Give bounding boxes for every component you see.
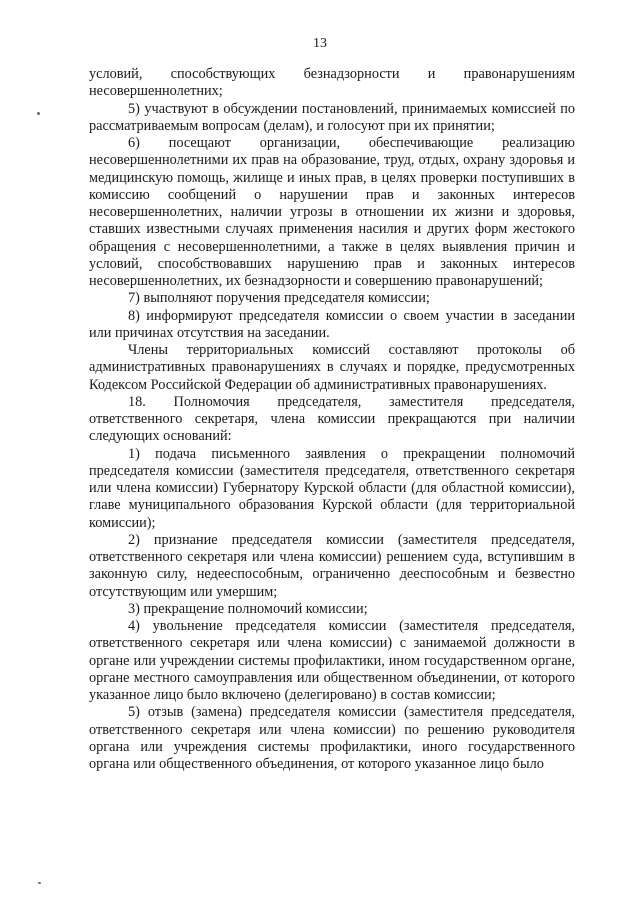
paragraph-8: 1) подача письменного заявления о прекращении полномочий председателя комиссии (заместителя председателя, ответственного секретаря или члена комиссии) Губернатору Курской области (для областной комиссии), главе муниципального образования Курской области (для территориальной комиссии); bbox=[89, 445, 575, 531]
paragraph-9: 2) признание председателя комиссии (заместителя председателя, ответственного секретаря или члена комиссии) решением суда, вступившим в законную силу, недееспособным, ограниченно дееспособным и безвестно отсутствующим или умершим; bbox=[89, 531, 575, 600]
paragraph-11: 4) увольнение председателя комиссии (заместителя председателя, ответственного секретаря или члена комиссии) с занимаемой должности в органе или учреждении системы профилактики, ином государственном органе, органе местного самоуправления или общественном объединении, от которого указанное лицо было включено (делегировано) в состав комиссии; bbox=[89, 618, 575, 703]
paragraph-5: 8) информируют председателя комиссии о своем участии в заседании или причинах отсутствия на заседании. bbox=[89, 307, 575, 341]
paragraph-7: 18. Полномочия председателя, заместителя председателя, ответственного секретаря, члена комиссии прекращаются при наличии следующих оснований: bbox=[89, 393, 575, 445]
page-number: 13 bbox=[313, 36, 327, 51]
document-body bbox=[89, 66, 575, 773]
scan-speck bbox=[37, 112, 40, 115]
paragraph-12: 5) отзыв (замена) председателя комиссии (заместителя председателя, ответственного секретаря или члена комиссии) по решению руководителя органа или учреждения системы профилактики, иного государственного органа или общественного объединения, от которого указанное лицо было bbox=[89, 704, 575, 772]
paragraph-3: 6) посещают организации, обеспечивающие реализацию несовершеннолетними их прав на образование, труд, отдых, охрану здоровья и медицинскую помощь, жилище и иных прав, в целях проверки поступивших в комиссию сообщений о нарушении прав и законных интересов несовершеннолетних, наличии угрозы в отношении их жизни и здоровья, ставших известными случаях применения насилия и других форм жестокого обращения с несовершеннолетними, а также в целях выявления причин и условий, способствовавших нарушению прав и законных интересов несовершеннолетних, их безнадзорности и совершению правонарушений; bbox=[89, 135, 575, 289]
paragraph-4: 7) выполняют поручения председателя комиссии; bbox=[128, 290, 430, 307]
paragraph-6: Члены территориальных комиссий составляют протоколы об административных правонарушениях в случаях и порядке, предусмотренных Кодексом Российской Федерации об административных правонарушениях. bbox=[89, 342, 575, 393]
paragraph-10: 3) прекращение полномочий комиссии; bbox=[128, 600, 368, 617]
scan-speck bbox=[38, 882, 41, 884]
paragraph-1: условий, способствующих безнадзорности и правонарушениям несовершеннолетних; bbox=[89, 66, 575, 100]
paragraph-2: 5) участвуют в обсуждении постановлений, принимаемых комиссией по рассматриваемым вопросам (делам), и голосуют при их принятии; bbox=[89, 100, 575, 134]
